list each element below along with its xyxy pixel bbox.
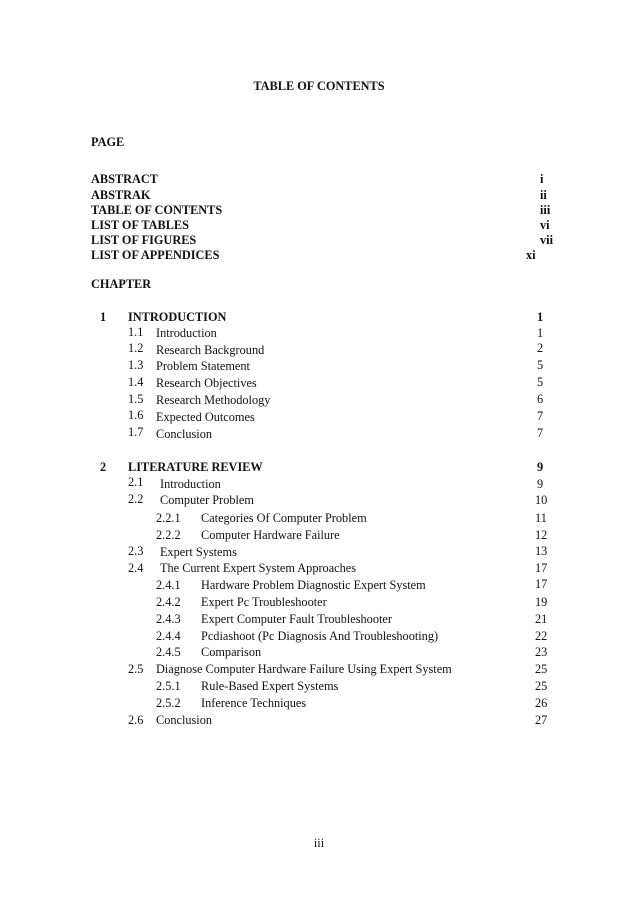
section-number: 2.4	[128, 561, 144, 575]
section-page: 23	[535, 645, 548, 659]
section-page: 25	[535, 679, 548, 693]
subsection-number: 2.4.2	[156, 595, 181, 609]
section-page: 7	[537, 426, 544, 440]
subsection-number: 2.5.1	[156, 679, 181, 693]
subsection-number: 2.4.4	[156, 629, 181, 643]
section-number: 2.3	[128, 544, 144, 558]
section-title: The Current Expert System Approaches	[160, 561, 357, 575]
section-title: Expected Outcomes	[156, 410, 255, 424]
section-title: Expert Systems	[160, 545, 237, 559]
section-title: Computer Problem	[160, 493, 254, 507]
chapter-title: LITERATURE REVIEW	[128, 460, 263, 474]
toc-entry-page: ii	[540, 188, 547, 202]
section-title: Research Objectives	[156, 376, 257, 390]
subsection-title: Rule-Based Expert Systems	[201, 679, 339, 693]
section-number: 2.1	[128, 475, 144, 489]
section-title: Introduction	[160, 477, 221, 491]
section-page: 27	[535, 713, 548, 727]
section-title: Research Background	[156, 343, 265, 357]
subsection-number: 2.4.1	[156, 578, 181, 592]
subsection-title: Comparison	[201, 645, 262, 659]
section-title: Introduction	[156, 326, 217, 340]
section-page: 5	[537, 375, 544, 389]
section-page: 1	[537, 326, 544, 340]
subsection-title: Expert Computer Fault Troubleshooter	[201, 612, 392, 626]
subsection-title: Computer Hardware Failure	[201, 528, 340, 542]
section-page: 26	[535, 696, 548, 710]
section-page: 11	[535, 511, 547, 525]
section-page: 17	[535, 577, 548, 591]
subsection-number: 2.4.3	[156, 612, 181, 626]
subsection-number: 2.2.1	[156, 511, 181, 525]
toc-entry-label: LIST OF TABLES	[91, 218, 189, 232]
section-page: 19	[535, 595, 548, 609]
section-page: 21	[535, 612, 548, 626]
chapter-page: 1	[537, 310, 544, 324]
subsection-title: Expert Pc Troubleshooter	[201, 595, 327, 609]
section-page: 22	[535, 629, 548, 643]
chapter-page: 9	[537, 460, 544, 474]
subsection-title: Pcdiashoot (Pc Diagnosis And Troubleshooting)	[201, 629, 439, 643]
subsection-number: 2.5.2	[156, 696, 181, 710]
section-number: 2.2	[128, 492, 144, 506]
section-number: 1.1	[128, 325, 144, 339]
section-number: 1.4	[128, 375, 144, 389]
section-page: 7	[537, 409, 544, 423]
section-title: Problem Statement	[156, 359, 250, 373]
section-title: Conclusion	[156, 713, 213, 727]
section-page: 5	[537, 358, 544, 372]
section-page: 12	[535, 528, 548, 542]
toc-entry-page: xi	[526, 248, 536, 262]
page-column-header: PAGE	[91, 135, 125, 149]
section-number: 1.6	[128, 408, 144, 422]
section-number: 1.3	[128, 358, 144, 372]
section-page: 6	[537, 392, 544, 406]
toc-entry-label: ABSTRAK	[91, 188, 151, 202]
chapter-number: 1	[100, 310, 107, 324]
page-number: iii	[313, 836, 325, 850]
section-number: 2.6	[128, 713, 144, 727]
subsection-number: 2.2.2	[156, 528, 181, 542]
section-page: 9	[537, 477, 544, 491]
toc-entry-label: TABLE OF CONTENTS	[91, 203, 223, 217]
section-number: 2.5	[128, 662, 144, 676]
section-page: 10	[535, 493, 548, 507]
toc-entry-label: ABSTRACT	[91, 172, 158, 186]
chapter-title: INTRODUCTION	[128, 310, 227, 324]
section-page: 13	[535, 544, 548, 558]
section-number: 1.7	[128, 425, 144, 439]
toc-entry-page: i	[540, 172, 544, 186]
section-number: 1.5	[128, 392, 144, 406]
chapter-column-header: CHAPTER	[91, 277, 152, 291]
section-number: 1.2	[128, 341, 144, 355]
section-title: Research Methodology	[156, 393, 271, 407]
chapter-number: 2	[100, 460, 107, 474]
subsection-title: Inference Techniques	[201, 696, 307, 710]
section-title: Diagnose Computer Hardware Failure Using Expert System	[156, 662, 452, 676]
section-page: 2	[537, 341, 544, 355]
section-title: Conclusion	[156, 427, 213, 441]
toc-entry-label: LIST OF FIGURES	[91, 233, 197, 247]
section-page: 25	[535, 662, 548, 676]
page-title: TABLE OF CONTENTS	[253, 79, 385, 93]
subsection-number: 2.4.5	[156, 645, 181, 659]
subsection-title: Categories Of Computer Problem	[201, 511, 367, 525]
subsection-title: Hardware Problem Diagnostic Expert System	[201, 578, 426, 592]
toc-entry-page: vi	[540, 218, 550, 232]
section-page: 17	[535, 561, 548, 575]
toc-entry-page: iii	[540, 203, 551, 217]
toc-entry-label: LIST OF APPENDICES	[91, 248, 220, 262]
toc-entry-page: vii	[540, 233, 553, 247]
